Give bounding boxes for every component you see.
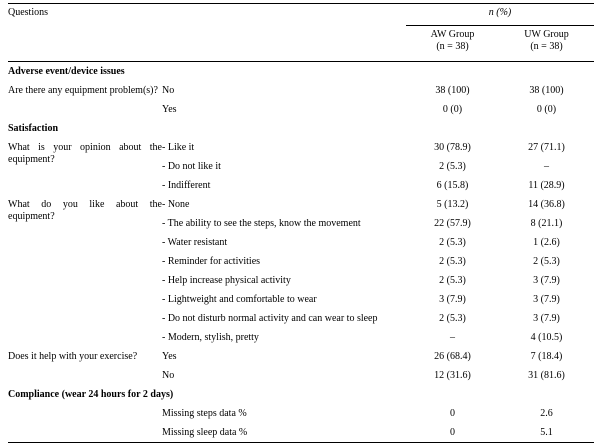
table-row: What is your opinion about the equipment? - Like it 30 (78.9) 27 (71.1) <box>8 138 594 157</box>
uw-group-header: UW Group (n = 38) <box>499 26 594 62</box>
table-row: Missing steps data % 0 2.6 <box>162 407 553 419</box>
table-row: Are there any equipment problem(s)? No 38 (100) 38 (100) <box>8 81 594 100</box>
aw-group-header: AW Group (n = 38) <box>406 26 499 62</box>
table-row: - Do not like it 2 (5.3) – <box>162 160 549 172</box>
table-row: - Indifferent 6 (15.8) 11 (28.9) <box>162 179 565 191</box>
questions-header: Questions <box>8 4 162 26</box>
header-row-1 <box>8 4 594 26</box>
table-row: Does it help with your exercise? Yes 26 (68.4) 7 (18.4) <box>8 347 594 366</box>
results-table <box>8 3 594 443</box>
section-satisfaction: Satisfaction <box>8 122 58 134</box>
question-like: What do you like about the equipment? <box>8 199 162 222</box>
table-row: - The ability to see the steps, know the movement 22 (57.9) 8 (21.1) <box>162 217 563 229</box>
header-row-2 <box>8 26 594 62</box>
table-row: - Help increase physical activity 2 (5.3) 3 (7.9) <box>162 274 560 286</box>
n-percent-header: n (%) <box>406 4 594 26</box>
table-row: What do you like about the equipment? - None 5 (13.2) 14 (36.8) <box>8 195 594 214</box>
question-equipment: Are there any equipment problem(s)? <box>8 85 158 96</box>
table-row: - Water resistant 2 (5.3) 1 (2.6) <box>162 236 560 248</box>
table-row: Missing sleep data % 0 5.1 <box>8 423 594 443</box>
section-compliance: Compliance (wear 24 hours for 2 days) <box>8 388 174 400</box>
table-row: No 12 (31.6) 31 (81.6) <box>162 369 565 381</box>
question-opinion: What is your opinion about the equipment? <box>8 142 162 165</box>
table-row: - Modern, stylish, pretty – 4 (10.5) <box>162 331 563 343</box>
table-row: - Reminder for activities 2 (5.3) 2 (5.3) <box>162 255 560 267</box>
table-row: Yes 0 (0) 0 (0) <box>162 103 557 115</box>
table-row: - Lightweight and comfortable to wear 3 (7.9) 3 (7.9) <box>162 293 560 305</box>
table-row: - Do not disturb normal activity and can wear to sleep 2 (5.3) 3 (7.9) <box>162 312 560 324</box>
section-adverse: Adverse event/device issues <box>8 65 125 77</box>
question-exercise: Does it help with your exercise? <box>8 350 138 362</box>
